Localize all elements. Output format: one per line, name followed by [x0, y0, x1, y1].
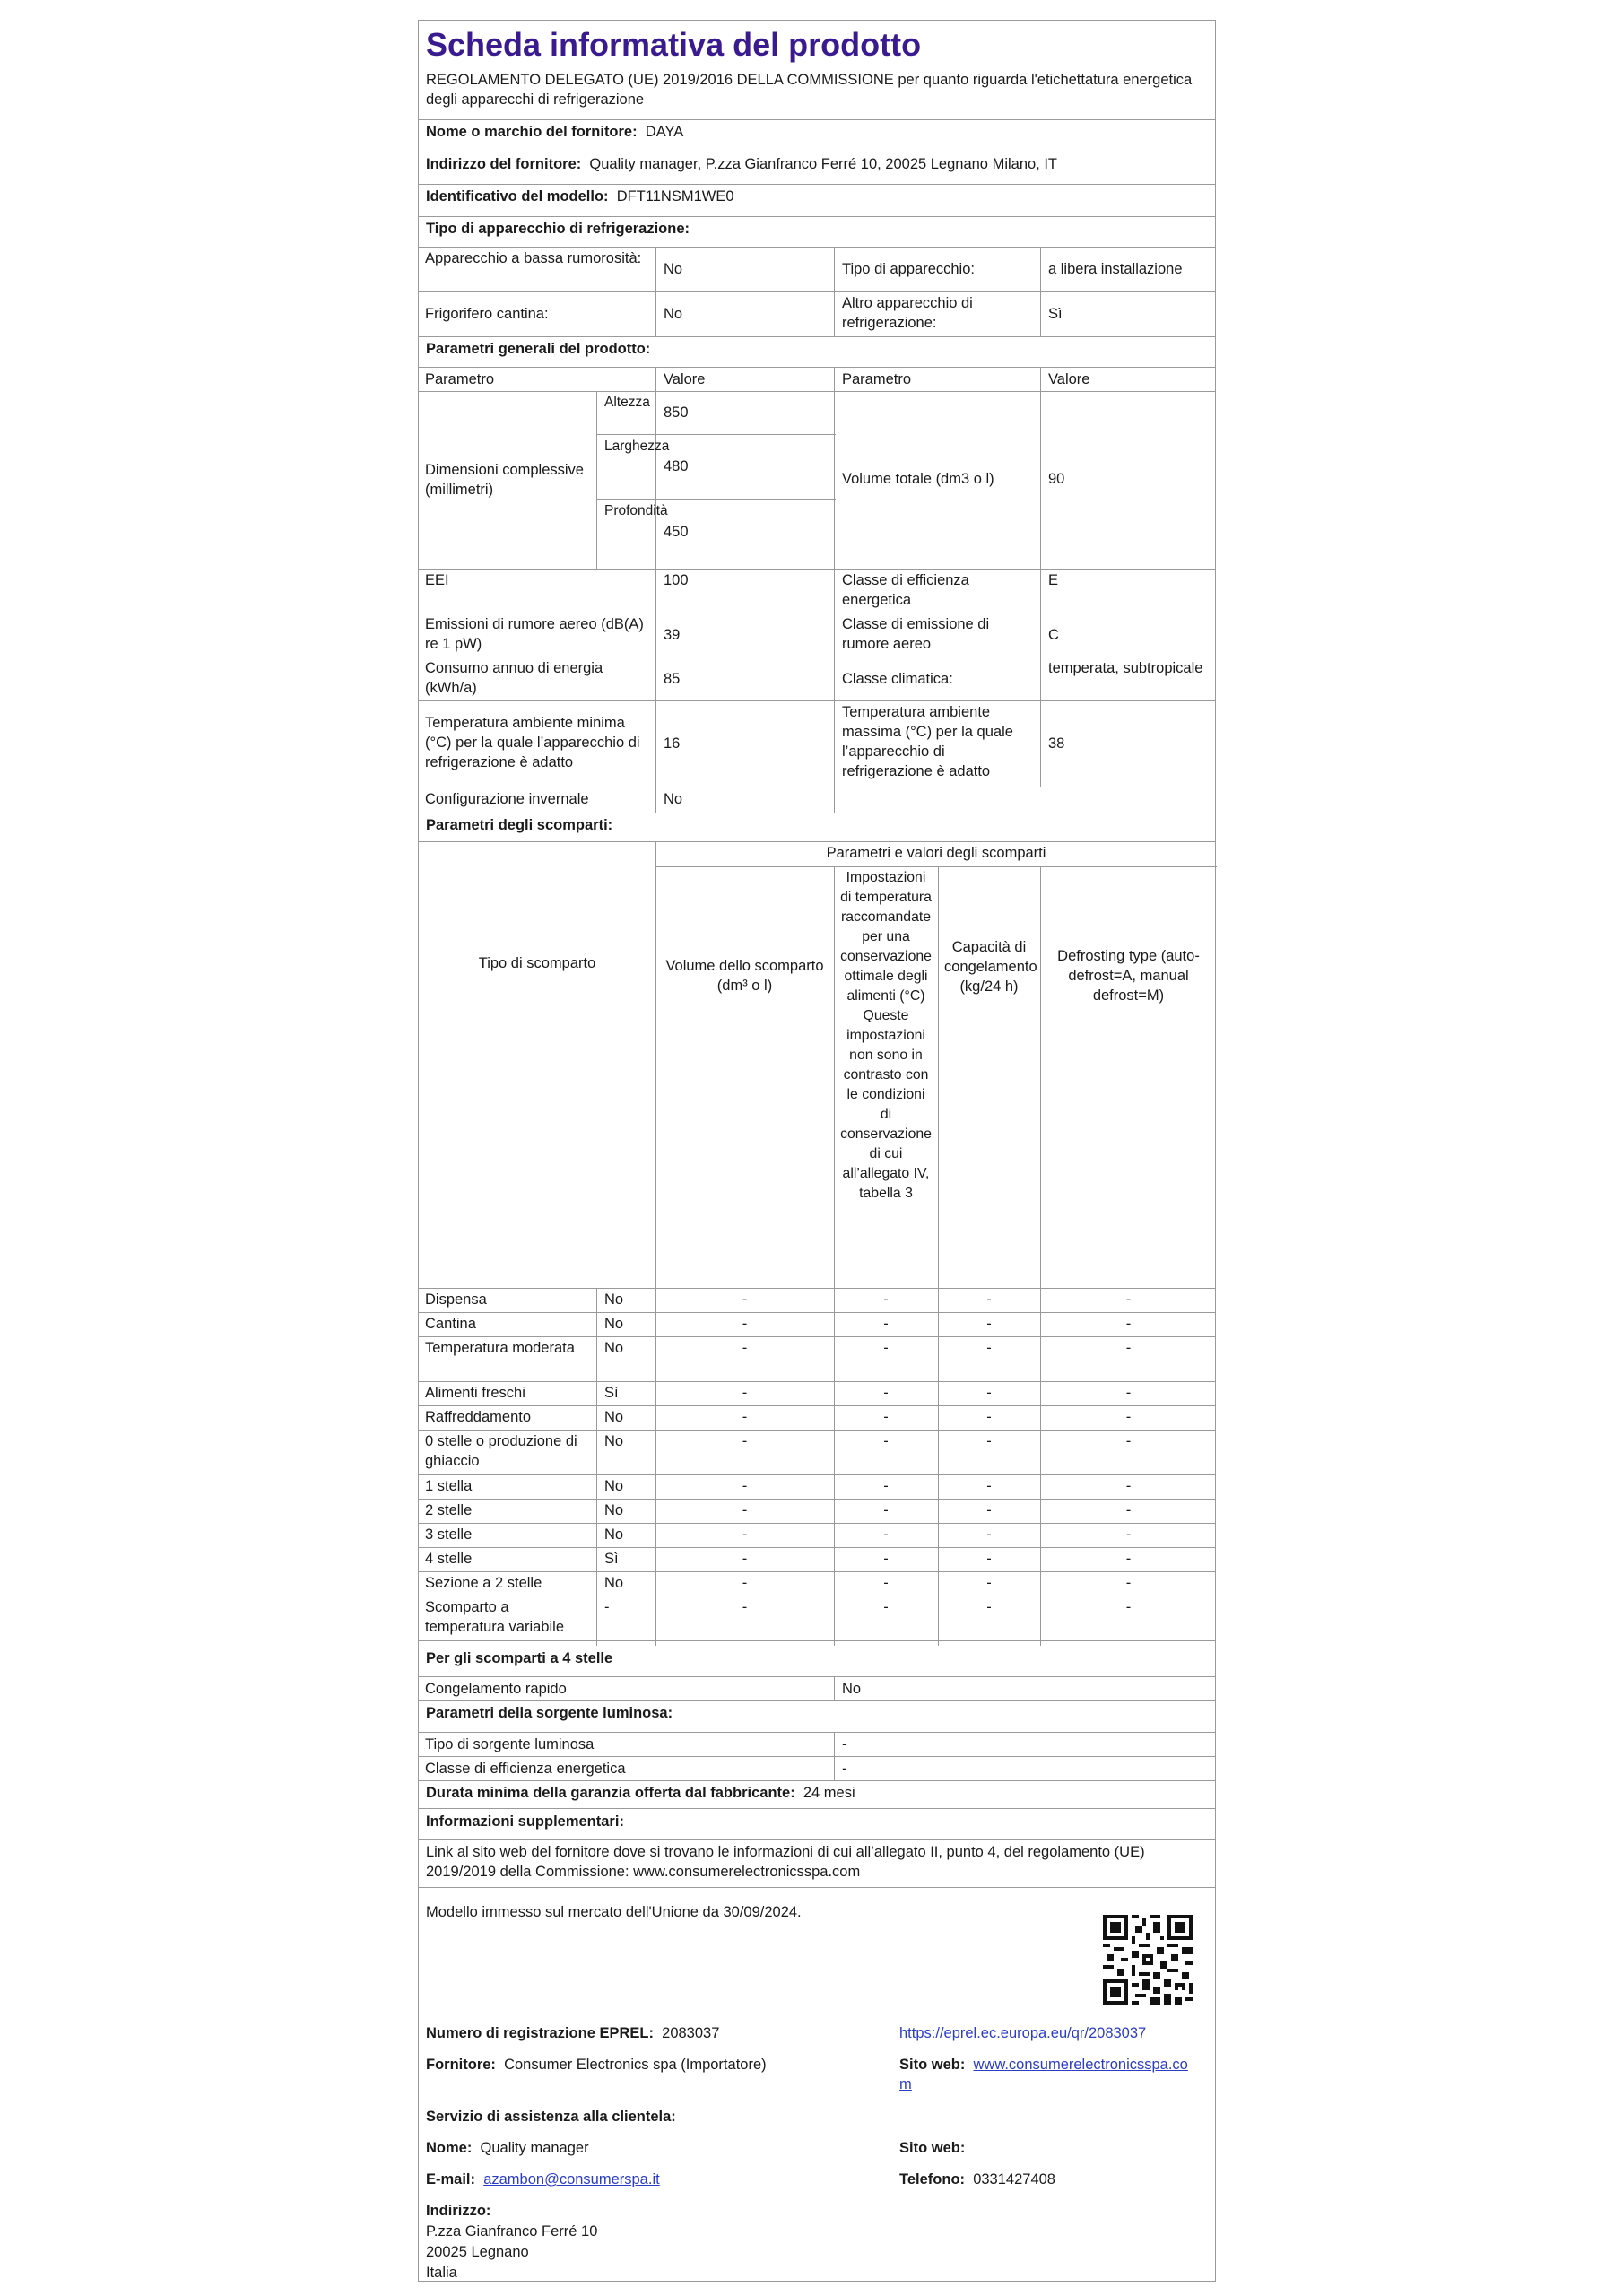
compartment-temperature: - — [883, 1478, 889, 1494]
header-param: Parametro — [425, 371, 495, 387]
compartment-temperature: - — [883, 1502, 889, 1518]
compartment-volume: - — [742, 1316, 748, 1332]
energy-consumption-value: 85 — [664, 671, 681, 687]
compartment-freeze-capacity: - — [986, 1599, 992, 1615]
supplier-name-label: Nome o marchio del fornitore: — [426, 124, 638, 140]
other-device-label: Altro apparecchio di refrigerazione: — [842, 295, 973, 331]
max-temp-value: 38 — [1048, 735, 1065, 752]
compartment-name: Scomparto a temperatura variabile — [425, 1599, 564, 1635]
compartment-present: No — [604, 1292, 624, 1308]
website-label-2: Sito web: — [899, 2140, 966, 2156]
four-star-section-heading: Per gli scomparti a 4 stelle — [426, 1650, 613, 1666]
compartment-temperature: - — [883, 1551, 889, 1567]
compartment-defrost: - — [1125, 1292, 1132, 1308]
contact-name-row — [426, 2138, 589, 2158]
model-row — [426, 187, 734, 206]
compartment-present: No — [604, 1340, 624, 1356]
wine-value: No — [664, 306, 683, 322]
header-value-2: Valore — [1048, 371, 1090, 387]
compartment-name: Dispensa — [425, 1292, 487, 1308]
compartment-name: 3 stelle — [425, 1526, 473, 1543]
general-section-heading: Parametri generali del prodotto: — [426, 341, 651, 357]
page-title: Scheda informativa del prodotto — [426, 26, 922, 63]
compartment-temperature: - — [883, 1316, 889, 1332]
header-value: Valore — [664, 371, 706, 387]
climate-class-label: Classe climatica: — [842, 671, 953, 687]
warranty-label: Durata minima della garanzia offerta dal fabbricante: — [426, 1785, 795, 1801]
compartment-defrost: - — [1125, 1433, 1132, 1449]
device-type-value: a libera installazione — [1048, 261, 1183, 277]
warranty-row — [426, 1783, 855, 1803]
compartment-present: No — [604, 1478, 624, 1494]
supplier-footer-label: Fornitore: — [426, 2057, 496, 2073]
email-link[interactable]: azambon@consumerspa.it — [483, 2171, 660, 2187]
total-volume-label: Volume totale (dm3 o l) — [842, 471, 994, 487]
address-line-2: 20025 Legnano — [426, 2244, 529, 2260]
address-line-3: Italia — [426, 2265, 457, 2281]
width-value: 480 — [664, 458, 689, 474]
eprel-link[interactable]: https://eprel.ec.europa.eu/qr/2083037 — [899, 2025, 1147, 2041]
depth-label: Profondità — [604, 503, 668, 518]
compartment-type-header: Tipo di scomparto — [478, 955, 596, 971]
eprel-number: 2083037 — [662, 2025, 720, 2041]
compartment-name: Raffreddamento — [425, 1409, 532, 1425]
noise-class-label: Classe di emissione di rumore aereo — [842, 616, 990, 652]
compartment-temperature: - — [883, 1385, 889, 1401]
compartment-freeze-capacity: - — [986, 1340, 992, 1356]
regulation-text: REGOLAMENTO DELEGATO (UE) 2019/2016 DELLA COMMISSIONE per quanto riguarda l'etichettatura energetica degli apparecchi di refrigerazione — [426, 72, 1193, 108]
max-temp-label: Temperatura ambiente massima (°C) per la quale l’apparecchio di refrigerazione è adatto — [842, 704, 1013, 779]
compartment-defrost: - — [1125, 1599, 1132, 1615]
light-type-label: Tipo di sorgente luminosa — [425, 1736, 595, 1752]
compartment-freeze-capacity: - — [986, 1502, 992, 1518]
device-type-label: Tipo di apparecchio: — [842, 261, 975, 277]
compartment-defrost: - — [1125, 1340, 1132, 1356]
compartment-name: 2 stelle — [425, 1502, 473, 1518]
compartment-present: No — [604, 1502, 624, 1518]
supplier-footer: Consumer Electronics spa (Importatore) — [504, 2057, 767, 2073]
low-noise-label: Apparecchio a bassa rumorosità: — [425, 250, 642, 266]
qr-code-icon[interactable] — [1103, 1915, 1193, 2005]
phone-row — [899, 2170, 1055, 2189]
energy-consumption-label: Consumo annuo di energia (kWh/a) — [425, 660, 603, 696]
compartment-temperature: - — [883, 1409, 889, 1425]
compartment-volume: - — [742, 1433, 748, 1449]
width-label: Larghezza — [604, 439, 670, 454]
compartment-defrost: - — [1125, 1409, 1132, 1425]
compartment-volume: - — [742, 1409, 748, 1425]
compartment-present: - — [604, 1599, 610, 1615]
compartment-volume: - — [742, 1551, 748, 1567]
eei-label: EEI — [425, 572, 449, 588]
compartment-volume: - — [742, 1526, 748, 1543]
compartment-freeze-capacity: - — [986, 1478, 992, 1494]
supplier-name: DAYA — [645, 124, 684, 140]
noise-label: Emissioni di rumore aereo (dB(A) re 1 pW) — [425, 616, 644, 652]
compartment-group-header: Parametri e valori degli scomparti — [826, 845, 1046, 861]
fast-freeze-label: Congelamento rapido — [425, 1681, 567, 1697]
supplier-address-row — [426, 154, 1057, 174]
compartment-defrost: - — [1125, 1575, 1132, 1591]
climate-class-value: temperata, subtropicale — [1048, 660, 1203, 676]
compartment-defrost: - — [1125, 1478, 1132, 1494]
supplier-name-row — [426, 122, 683, 142]
defrost-header: Defrosting type (auto-defrost=A, manual defrost=M) — [1057, 948, 1200, 1004]
compartment-present: No — [604, 1409, 624, 1425]
phone-label: Telefono: — [899, 2171, 966, 2187]
customer-service-heading: Servizio di assistenza alla clientela: — [426, 2109, 676, 2125]
eprel-label: Numero di registrazione EPREL: — [426, 2025, 654, 2041]
email-label: E-mail: — [426, 2171, 476, 2187]
energy-class-label: Classe di efficienza energetica — [842, 572, 969, 608]
compartment-volume: - — [742, 1502, 748, 1518]
compartment-defrost: - — [1125, 1502, 1132, 1518]
header-param-2: Parametro — [842, 371, 912, 387]
warranty-value: 24 mesi — [803, 1785, 855, 1801]
compartment-volume: - — [742, 1340, 748, 1356]
compartment-temperature: - — [883, 1292, 889, 1308]
compartment-defrost: - — [1125, 1385, 1132, 1401]
compartment-temperature: - — [883, 1599, 889, 1615]
compartment-name: 0 stelle o produzione di ghiaccio — [425, 1433, 577, 1469]
light-section-heading: Parametri della sorgente luminosa: — [426, 1705, 673, 1721]
website-link[interactable]: www.consumerelectronicsspa.com — [899, 2057, 1188, 2092]
supplier-address-label: Indirizzo del fornitore: — [426, 156, 582, 172]
compartment-defrost: - — [1125, 1551, 1132, 1567]
website-row — [899, 2055, 1200, 2094]
contact-name-label: Nome: — [426, 2140, 473, 2156]
depth-value: 450 — [664, 524, 689, 540]
compartment-temperature: - — [883, 1575, 889, 1591]
email-row — [426, 2170, 660, 2189]
product-information-sheet — [418, 20, 1216, 2282]
compartment-freeze-capacity: - — [986, 1292, 992, 1308]
compartment-freeze-capacity: - — [986, 1316, 992, 1332]
compartment-present: No — [604, 1526, 624, 1543]
compartment-volume: - — [742, 1292, 748, 1308]
eei-value: 100 — [664, 572, 689, 588]
compartment-present: No — [604, 1316, 624, 1332]
compartment-defrost: - — [1125, 1316, 1132, 1332]
temperature-header: Impostazioni di temperatura raccomandate per una conservazione ottimale degli alimenti (°C) Queste impostazioni non sono in contrasto con le condizioni di conservazione di cui all’allegato IV, tabella 3 — [840, 870, 932, 1201]
supplier-address: Quality manager, P.zza Gianfranco Ferré 10, 20025 Legnano Milano, IT — [589, 156, 1058, 172]
compartment-freeze-capacity: - — [986, 1433, 992, 1449]
address-line-1: P.zza Gianfranco Ferré 10 — [426, 2223, 598, 2239]
compartment-volume: - — [742, 1478, 748, 1494]
compartment-present: No — [604, 1575, 624, 1591]
total-volume-value: 90 — [1048, 471, 1065, 487]
compartment-name: Sezione a 2 stelle — [425, 1575, 542, 1591]
compartment-volume: - — [742, 1385, 748, 1401]
eprel-row — [426, 2023, 719, 2043]
model-label: Identificativo del modello: — [426, 188, 609, 204]
compartment-temperature: - — [883, 1433, 889, 1449]
compartment-present: No — [604, 1433, 624, 1449]
light-class-label: Classe di efficienza energetica — [425, 1761, 626, 1777]
compartment-volume: - — [742, 1599, 748, 1615]
address-label: Indirizzo: — [426, 2203, 491, 2219]
compartment-temperature: - — [883, 1340, 889, 1356]
fast-freeze-value: No — [842, 1681, 862, 1697]
noise-class-value: C — [1048, 627, 1059, 643]
compartment-name: Cantina — [425, 1316, 476, 1332]
compartments-section-heading: Parametri degli scomparti: — [426, 817, 613, 833]
min-temp-value: 16 — [664, 735, 681, 752]
compartment-present: Sì — [604, 1551, 619, 1567]
type-section-heading: Tipo di apparecchio di refrigerazione: — [426, 221, 690, 237]
noise-value: 39 — [664, 627, 681, 643]
height-label: Altezza — [604, 395, 650, 410]
other-device-value: Sì — [1048, 306, 1063, 322]
compartment-name: Alimenti freschi — [425, 1385, 525, 1401]
compartment-freeze-capacity: - — [986, 1385, 992, 1401]
dimensions-label: Dimensioni complessive (millimetri) — [425, 462, 584, 498]
light-type-value: - — [842, 1736, 847, 1752]
compartment-defrost: - — [1125, 1526, 1132, 1543]
website-label: Sito web: — [899, 2057, 966, 2073]
height-value: 850 — [664, 404, 689, 421]
compartment-present: Sì — [604, 1385, 619, 1401]
wine-label: Frigorifero cantina: — [425, 306, 549, 322]
supplier-row — [426, 2055, 767, 2074]
compartment-volume: - — [742, 1575, 748, 1591]
contact-name: Quality manager — [480, 2140, 589, 2156]
compartment-name: 4 stelle — [425, 1551, 473, 1567]
compartment-name: 1 stella — [425, 1478, 473, 1494]
freeze-capacity-header: Capacità di congelamento (kg/24 h) — [944, 939, 1037, 995]
extra-section-heading: Informazioni supplementari: — [426, 1813, 624, 1830]
compartment-freeze-capacity: - — [986, 1575, 992, 1591]
light-class-value: - — [842, 1761, 847, 1777]
winter-config-value: No — [664, 791, 683, 807]
phone-number: 0331427408 — [973, 2171, 1055, 2187]
compartment-name: Temperatura moderata — [425, 1340, 575, 1356]
compartment-freeze-capacity: - — [986, 1526, 992, 1543]
low-noise-value: No — [664, 261, 683, 277]
energy-class-value: E — [1048, 572, 1059, 588]
winter-config-label: Configurazione invernale — [425, 791, 589, 807]
extra-info-text: Link al sito web del fornitore dove si trovano le informazioni di cui all’allegato II, punto 4, del regolamento (UE) 2019/2019 della Commissione: www.consumerelectronicsspa.com — [426, 1844, 1145, 1880]
compartment-freeze-capacity: - — [986, 1409, 992, 1425]
min-temp-label: Temperatura ambiente minima (°C) per la quale l’apparecchio di refrigerazione è adatto — [425, 715, 640, 770]
compartment-temperature: - — [883, 1526, 889, 1543]
volume-header: Volume dello scomparto (dm³ o l) — [665, 958, 824, 994]
market-date-text: Modello immesso sul mercato dell'Unione da 30/09/2024. — [426, 1904, 802, 1920]
model-id: DFT11NSM1WE0 — [616, 188, 734, 204]
compartment-freeze-capacity: - — [986, 1551, 992, 1567]
